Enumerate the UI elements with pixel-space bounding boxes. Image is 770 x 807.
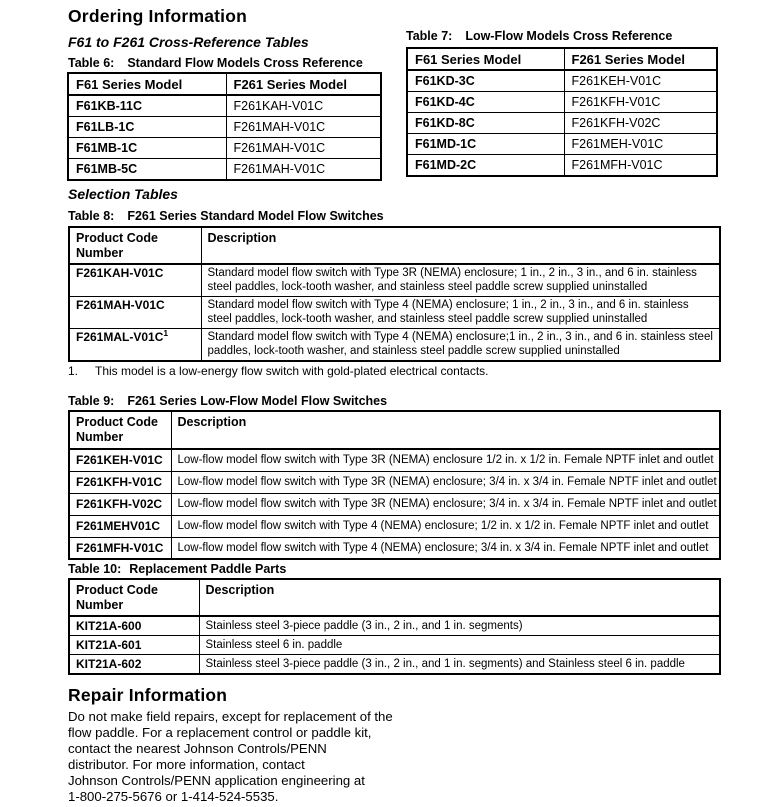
paragraph-line: flow paddle. For a replacement control or paddle kit, bbox=[68, 725, 372, 740]
table-row bbox=[69, 449, 720, 471]
product-code-cell: F261MFH-V01C bbox=[69, 537, 171, 559]
description-cell: Low-flow model flow switch with Type 4 (NEMA) enclosure; 3/4 in. x 3/4 in. Female NPTF inlet and outlet bbox=[171, 537, 720, 559]
f61-model-cell: F61MB-5C bbox=[68, 159, 226, 181]
table9-caption-label: Table 9: bbox=[68, 394, 115, 408]
product-code-cell: F261KEH-V01C bbox=[69, 449, 171, 471]
product-code-cell: KIT21A-601 bbox=[69, 636, 199, 655]
ordering-information-heading: Ordering Information bbox=[68, 6, 247, 26]
table10-caption-label: Table 10: bbox=[68, 562, 122, 576]
table-row bbox=[69, 537, 720, 559]
table-row bbox=[407, 134, 717, 155]
selection-tables-subheading: Selection Tables bbox=[68, 186, 178, 202]
description-cell: Stainless steel 3-piece paddle (3 in., 2 in., and 1 in. segments) and Stainless steel 6 in. paddle bbox=[199, 655, 720, 675]
product-code-text: F261MAL-V01C bbox=[76, 330, 164, 344]
table7-header-f261: F261 Series Model bbox=[564, 48, 717, 70]
description-cell: Standard model flow switch with Type 4 (NEMA) enclosure; 1 in., 2 in., 3 in., and 6 in. stainless steel paddles, lock-tooth washer, and stainless steel paddle screw supplied uninstalled bbox=[201, 297, 720, 329]
table9-header-description: Description bbox=[171, 411, 720, 449]
description-cell: Low-flow model flow switch with Type 3R (NEMA) enclosure; 3/4 in. x 3/4 in. Female NPTF inlet and outlet bbox=[171, 471, 720, 493]
table8-caption-title: F261 Series Standard Model Flow Switches bbox=[127, 209, 384, 223]
table10-replacement-paddle-parts bbox=[68, 578, 721, 675]
table-row bbox=[69, 471, 720, 493]
table6-standard-flow-cross-reference bbox=[67, 72, 382, 181]
paragraph-line: contact the nearest Johnson Controls/PENN bbox=[68, 741, 327, 756]
f61-model-cell: F61KD-3C bbox=[407, 70, 564, 92]
product-code-cell bbox=[69, 264, 201, 297]
table-row bbox=[68, 159, 381, 181]
table9-low-flow-model-flow-switches bbox=[68, 410, 721, 560]
table6-header-row bbox=[68, 73, 381, 95]
table9-header-row bbox=[69, 411, 720, 449]
table8-caption-label: Table 8: bbox=[68, 209, 115, 223]
product-code-cell: KIT21A-602 bbox=[69, 655, 199, 675]
table9-caption-title: F261 Series Low-Flow Model Flow Switches bbox=[127, 394, 388, 408]
table7-low-flow-cross-reference bbox=[406, 47, 718, 177]
paragraph-line: distributor. For more information, contact bbox=[68, 757, 305, 772]
description-cell: Standard model flow switch with Type 3R (NEMA) enclosure; 1 in., 2 in., 3 in., and 6 in. stainless steel paddles, lock-tooth washer, and stainless steel paddle screw supplied uninstalled bbox=[201, 264, 720, 297]
product-code-cell bbox=[69, 329, 201, 362]
table-row bbox=[69, 515, 720, 537]
f261-model-cell: F261MAH-V01C bbox=[226, 159, 381, 181]
product-code-cell: F261KFH-V01C bbox=[69, 471, 171, 493]
product-code-cell: F261MEHV01C bbox=[69, 515, 171, 537]
f261-model-cell: F261MAH-V01C bbox=[226, 138, 381, 159]
table-row bbox=[69, 616, 720, 636]
repair-information-heading: Repair Information bbox=[68, 685, 228, 705]
table10-header-product-code: Product Code Number bbox=[69, 579, 199, 616]
f261-model-cell: F261KFH-V02C bbox=[564, 113, 717, 134]
paragraph-line: Do not make field repairs, except for replacement of the bbox=[68, 709, 393, 724]
f261-model-cell: F261KEH-V01C bbox=[564, 70, 717, 92]
table7-header-row bbox=[407, 48, 717, 70]
description-cell: Standard model flow switch with Type 4 (NEMA) enclosure;1 in., 2 in., 3 in., and 6 in. stainless steel paddles, lock-tooth washer, and stainless steel paddle screw supplied uninstalled bbox=[201, 329, 720, 362]
table8-standard-model-flow-switches bbox=[68, 226, 721, 362]
f61-model-cell: F61KB-11C bbox=[68, 95, 226, 117]
description-cell: Stainless steel 6 in. paddle bbox=[199, 636, 720, 655]
table8-header-product-code: Product Code Number bbox=[69, 227, 201, 264]
footnote-number: 1. bbox=[68, 364, 79, 378]
table-row bbox=[69, 636, 720, 655]
repair-information-paragraph bbox=[68, 709, 468, 805]
table6-caption bbox=[68, 56, 363, 70]
table8-caption bbox=[68, 209, 384, 223]
f261-model-cell: F261KAH-V01C bbox=[226, 95, 381, 117]
table10-caption-title: Replacement Paddle Parts bbox=[129, 562, 287, 576]
table-row bbox=[407, 113, 717, 134]
f61-model-cell: F61MD-2C bbox=[407, 155, 564, 177]
product-code-text: F261KAH-V01C bbox=[76, 266, 164, 280]
table7-caption-title: Low-Flow Models Cross Reference bbox=[465, 29, 673, 43]
table6-header-f261: F261 Series Model bbox=[226, 73, 381, 95]
paragraph-line: Johnson Controls/PENN application engineering at bbox=[68, 773, 365, 788]
f61-model-cell: F61MB-1C bbox=[68, 138, 226, 159]
table6-header-f61: F61 Series Model bbox=[68, 73, 226, 95]
table8-header-description: Description bbox=[201, 227, 720, 264]
table-row bbox=[407, 155, 717, 177]
paragraph-line: 1-800-275-5676 or 1-414-524-5535. bbox=[68, 789, 279, 804]
table7-caption-label: Table 7: bbox=[406, 29, 453, 43]
cross-reference-subheading: F61 to F261 Cross-Reference Tables bbox=[68, 34, 309, 50]
f261-model-cell: F261MEH-V01C bbox=[564, 134, 717, 155]
product-code-cell bbox=[69, 297, 201, 329]
description-cell: Low-flow model flow switch with Type 3R (NEMA) enclosure 1/2 in. x 1/2 in. Female NPTF inlet and outlet bbox=[171, 449, 720, 471]
description-cell: Low-flow model flow switch with Type 4 (NEMA) enclosure; 1/2 in. x 1/2 in. Female NPTF inlet and outlet bbox=[171, 515, 720, 537]
table-row bbox=[69, 297, 720, 329]
footnote-text: This model is a low-energy flow switch with gold-plated electrical contacts. bbox=[95, 364, 489, 378]
table-row bbox=[68, 117, 381, 138]
table7-caption bbox=[406, 29, 672, 43]
table-row bbox=[407, 92, 717, 113]
description-cell: Stainless steel 3-piece paddle (3 in., 2 in., and 1 in. segments) bbox=[199, 616, 720, 636]
f261-model-cell: F261MAH-V01C bbox=[226, 117, 381, 138]
f261-model-cell: F261KFH-V01C bbox=[564, 92, 717, 113]
table-row bbox=[69, 493, 720, 515]
table-row bbox=[407, 70, 717, 92]
table6-caption-label: Table 6: bbox=[68, 56, 115, 70]
table-row bbox=[68, 138, 381, 159]
table8-header-row bbox=[69, 227, 720, 264]
table6-caption-title: Standard Flow Models Cross Reference bbox=[127, 56, 363, 70]
table10-header-row bbox=[69, 579, 720, 616]
table-row bbox=[69, 655, 720, 675]
table9-header-product-code: Product Code Number bbox=[69, 411, 171, 449]
table-row bbox=[69, 329, 720, 362]
table8-footnote bbox=[68, 364, 728, 378]
product-code-cell: F261KFH-V02C bbox=[69, 493, 171, 515]
table-row bbox=[69, 264, 720, 297]
f261-model-cell: F261MFH-V01C bbox=[564, 155, 717, 177]
product-code-cell: KIT21A-600 bbox=[69, 616, 199, 636]
f61-model-cell: F61LB-1C bbox=[68, 117, 226, 138]
f61-model-cell: F61MD-1C bbox=[407, 134, 564, 155]
footnote-marker: 1 bbox=[163, 328, 169, 338]
description-cell: Low-flow model flow switch with Type 3R (NEMA) enclosure; 3/4 in. x 3/4 in. Female NPTF inlet and outlet bbox=[171, 493, 720, 515]
table7-header-f61: F61 Series Model bbox=[407, 48, 564, 70]
table-row bbox=[68, 95, 381, 117]
f61-model-cell: F61KD-8C bbox=[407, 113, 564, 134]
table9-caption bbox=[68, 394, 387, 408]
table10-caption bbox=[68, 562, 286, 576]
table10-header-description: Description bbox=[199, 579, 720, 616]
f61-model-cell: F61KD-4C bbox=[407, 92, 564, 113]
product-code-text: F261MAH-V01C bbox=[76, 298, 165, 312]
